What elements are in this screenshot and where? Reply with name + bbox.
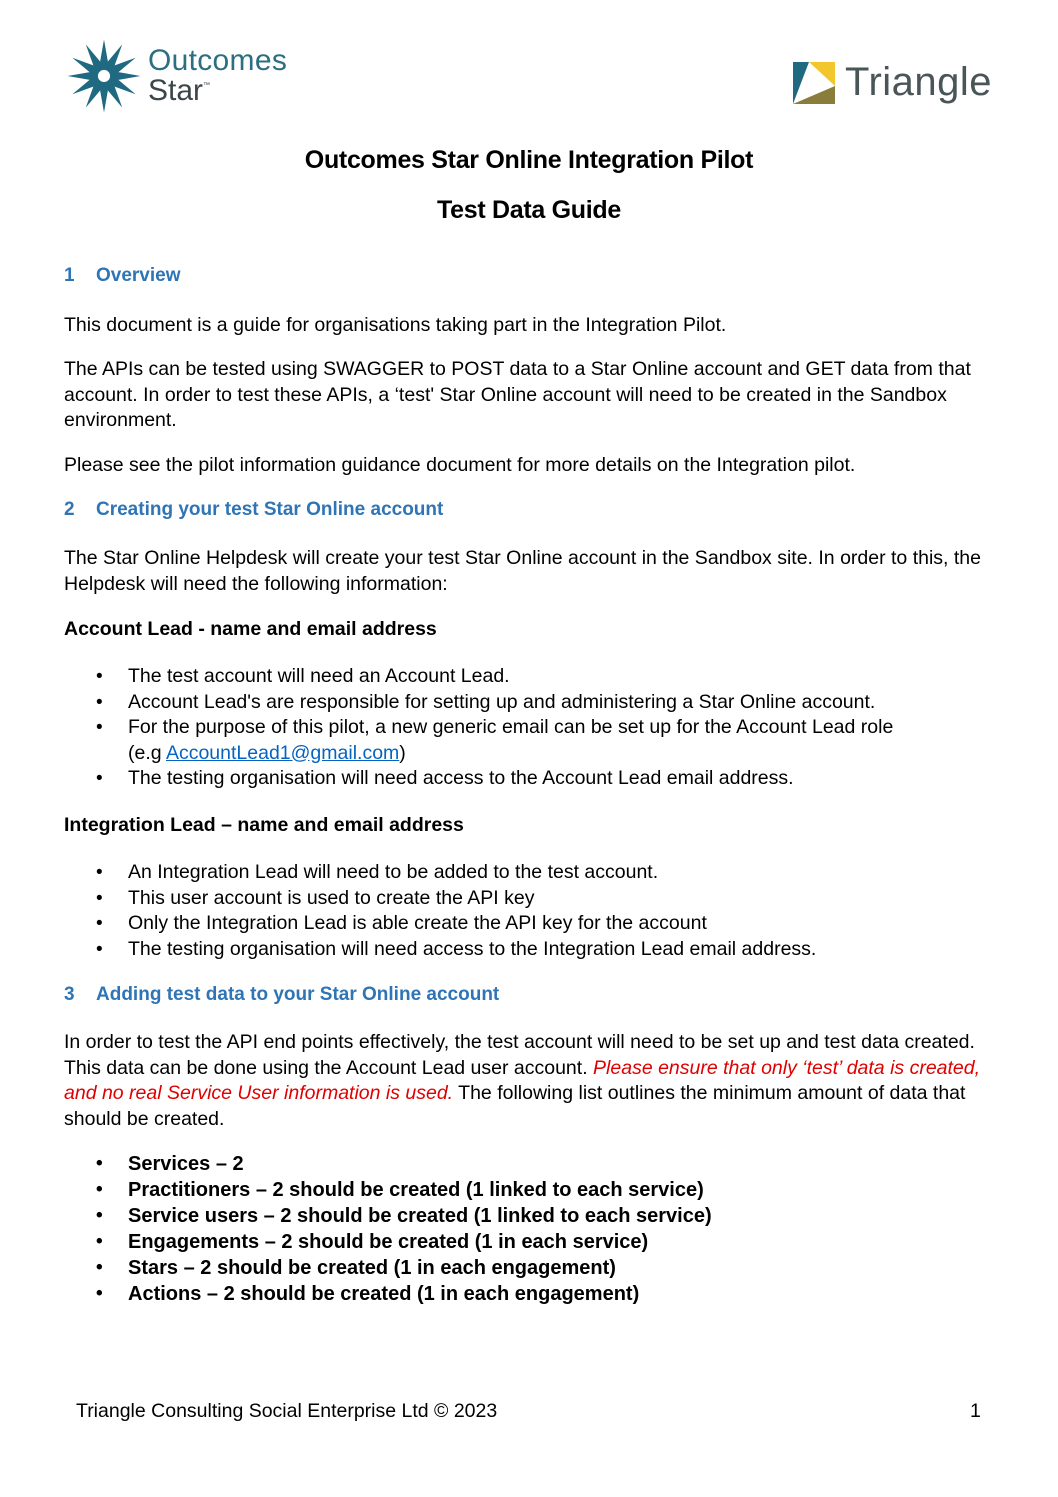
- list-item: • Account Lead's are responsible for setting up and administering a Star Online account.: [64, 690, 994, 716]
- section-heading-creating-account: 2 Creating your test Star Online account: [64, 499, 444, 520]
- account-lead-list: [64, 664, 994, 792]
- list-item: • Actions – 2 should be created (1 in each engagement): [64, 1281, 994, 1307]
- list-item: • This user account is used to create the API key: [64, 886, 994, 912]
- triangle-logo: [793, 60, 992, 105]
- example-email-link[interactable]: AccountLead1@gmail.com: [165, 741, 400, 764]
- section-heading-adding-test-data: 3 Adding test data to your Star Online account: [64, 984, 500, 1005]
- list-item: • Services – 2: [64, 1151, 994, 1177]
- paragraph: In order to test the API end points effectively, the test account will need to be set up and test data created. This data can be done using the Account Lead user account. Please ensure that only ‘test’ data is created, and no real Service User information is used. The following list outlines the minimum amount of data that should be created.: [64, 1031, 981, 1130]
- list-item: • The testing organisation will need access to the Integration Lead email address.: [64, 937, 994, 963]
- paragraph: This document is a guide for organisations taking part in the Integration Pilot.: [64, 314, 727, 336]
- paragraph: The Star Online Helpdesk will create your test Star Online account in the Sandbox site. In order to this, the Helpdesk will need the following information:: [64, 547, 981, 595]
- minimum-data-list: [64, 1151, 994, 1307]
- list-item: • For the purpose of this pilot, a new generic email can be set up for the Account Lead role (e.g AccountLead1@gmail.com): [64, 715, 994, 766]
- page-number: 1: [970, 1400, 981, 1422]
- list-item: • Service users – 2 should be created (1 linked to each service): [64, 1203, 994, 1229]
- footer-copyright: Triangle Consulting Social Enterprise Ltd © 2023: [76, 1400, 498, 1422]
- document-subtitle: Test Data Guide: [437, 196, 621, 224]
- logo-text-star: Star: [148, 74, 204, 107]
- list-item: • Only the Integration Lead is able create the API key for the account: [64, 911, 994, 937]
- paragraph: Please see the pilot information guidance document for more details on the Integration pilot.: [64, 454, 856, 476]
- list-item: • Practitioners – 2 should be created (1 linked to each service): [64, 1177, 994, 1203]
- star-burst-icon: [66, 38, 142, 114]
- triangle-square-icon: [793, 62, 835, 104]
- list-item: • Engagements – 2 should be created (1 in each service): [64, 1229, 994, 1255]
- trademark: ™: [203, 82, 211, 89]
- outcomes-star-logo: [66, 38, 287, 114]
- list-item: • The test account will need an Account Lead.: [64, 664, 994, 690]
- logo-text-outcomes: Outcomes: [148, 44, 288, 77]
- list-item: • The testing organisation will need access to the Account Lead email address.: [64, 766, 994, 792]
- integration-lead-list: [64, 860, 994, 962]
- section-heading-overview: 1 Overview: [64, 265, 181, 286]
- subheading-integration-lead: Integration Lead – name and email address: [64, 814, 464, 836]
- paragraph: The APIs can be tested using SWAGGER to POST data to a Star Online account and GET data from that account. In order to test these APIs, a ‘test' Star Online account will need to be created in the Sandbox environment.: [64, 358, 971, 431]
- warning-text: Please ensure that only ‘test’ data is created, and no real Service User information is used.: [64, 1056, 981, 1104]
- logo-text-triangle: Triangle: [845, 60, 993, 104]
- list-item: • An Integration Lead will need to be added to the test account.: [64, 860, 994, 886]
- document-title: Outcomes Star Online Integration Pilot: [304, 146, 754, 174]
- subheading-account-lead: Account Lead - name and email address: [64, 618, 437, 640]
- list-item: • Stars – 2 should be created (1 in each engagement): [64, 1255, 994, 1281]
